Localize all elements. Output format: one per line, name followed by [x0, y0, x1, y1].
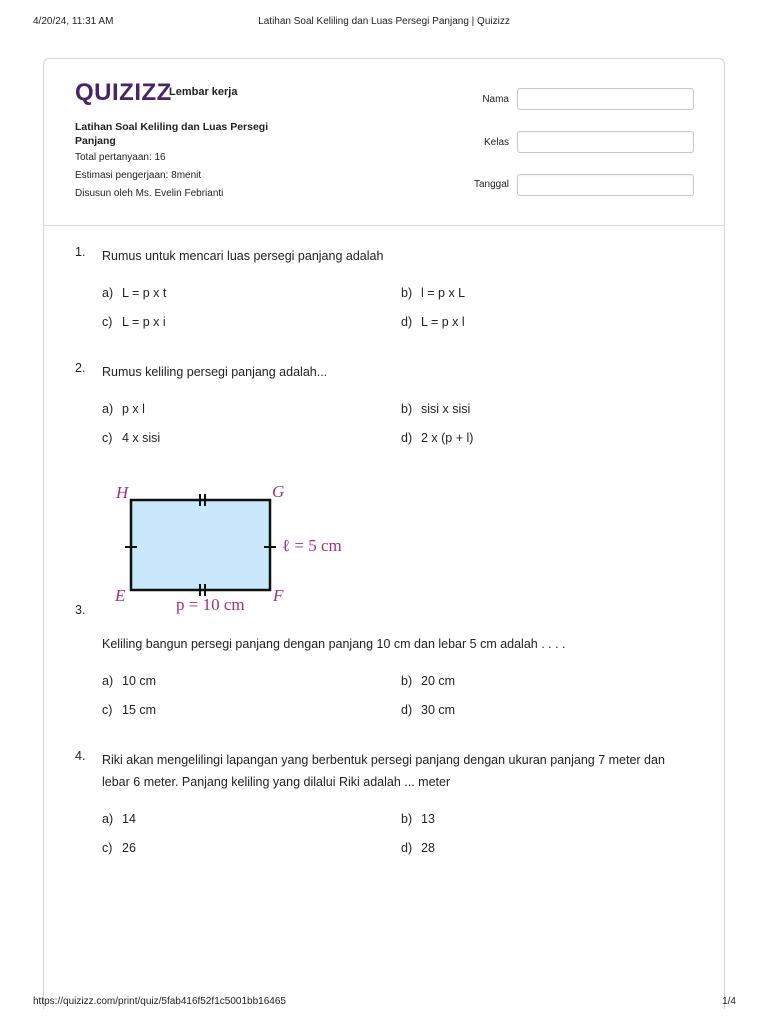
- option-3b: [401, 674, 455, 688]
- option-text: L = p x i: [122, 315, 166, 329]
- rectangle-figure: [110, 478, 360, 623]
- total-questions: Total pertanyaan: 16: [75, 152, 166, 163]
- print-url: https://quizizz.com/print/quiz/5fab416f52f1c5001bb16465: [33, 996, 286, 1007]
- option-text: 20 cm: [421, 674, 456, 688]
- quiz-title: Latihan Soal Keliling dan Luas Persegi Panjang: [75, 121, 269, 147]
- question-number: 3.: [75, 603, 86, 617]
- option-text: 14: [122, 812, 136, 826]
- option-2c: [102, 431, 160, 445]
- option-letter: d): [401, 431, 413, 445]
- date-field[interactable]: [517, 174, 694, 196]
- option-text: 26: [122, 841, 136, 855]
- time-estimate: Estimasi pengerjaan: 8menit: [75, 170, 202, 181]
- option-letter: d): [401, 703, 413, 717]
- option-3c: [102, 703, 156, 717]
- option-letter: d): [401, 315, 413, 329]
- width-label: ℓ = 5 cm: [282, 536, 342, 555]
- vertex-f: F: [273, 586, 284, 605]
- option-letter: a): [102, 674, 114, 688]
- question-text: Riki akan mengelilingi lapangan yang berbentuk persegi panjang dengan ukuran panjang 7 meter dan lebar 6 meter. Panjang keliling yang dilalui Riki adalah ... meter: [102, 753, 665, 789]
- option-letter: b): [401, 286, 413, 300]
- option-letter: c): [102, 315, 113, 329]
- option-1a: [102, 286, 166, 300]
- name-field[interactable]: [517, 88, 694, 110]
- option-letter: c): [102, 703, 113, 717]
- option-4c: [102, 841, 136, 855]
- vertex-g: G: [272, 482, 285, 501]
- question-number: 4.: [75, 749, 86, 763]
- option-4d: [401, 841, 435, 855]
- option-letter: b): [401, 674, 413, 688]
- option-4a: [102, 812, 136, 826]
- option-text: 10 cm: [122, 674, 157, 688]
- option-text: L = p x t: [122, 286, 167, 300]
- option-text: 30 cm: [421, 703, 456, 717]
- quizizz-logo: QUIZIZZ: [75, 79, 172, 106]
- option-letter: c): [102, 841, 113, 855]
- question-number: 1.: [75, 245, 86, 259]
- option-2b: [401, 402, 470, 416]
- option-letter: d): [401, 841, 413, 855]
- vertex-h: H: [116, 483, 129, 502]
- option-letter: c): [102, 431, 113, 445]
- name-label: Nama: [482, 94, 509, 105]
- option-1b: [401, 286, 465, 300]
- option-text: 28: [421, 841, 435, 855]
- worksheet-header: [44, 59, 724, 226]
- option-letter: a): [102, 286, 114, 300]
- question-number: 2.: [75, 361, 86, 375]
- option-4b: [401, 812, 435, 826]
- class-field[interactable]: [517, 131, 694, 153]
- vertex-e: E: [115, 586, 126, 605]
- question-text: Rumus untuk mencari luas persegi panjang adalah: [102, 249, 384, 263]
- question-text: Rumus keliling persegi panjang adalah...: [102, 365, 328, 379]
- date-label: Tanggal: [473, 179, 509, 190]
- option-1c: [102, 315, 166, 329]
- option-3a: [102, 674, 156, 688]
- page-number: 1/4: [722, 996, 736, 1007]
- option-2a: [102, 402, 145, 416]
- print-datetime: 4/20/24, 11:31 AM: [33, 16, 114, 27]
- question-text: Keliling bangun persegi panjang dengan panjang 10 cm dan lebar 5 cm adalah . . . .: [102, 637, 566, 651]
- rectangle-shape: [131, 500, 270, 590]
- worksheet-label: Lembar kerja: [169, 86, 238, 98]
- option-letter: a): [102, 812, 114, 826]
- option-text: p x l: [122, 402, 145, 416]
- length-label: p = 10 cm: [176, 595, 245, 614]
- option-letter: b): [401, 812, 413, 826]
- print-page-title: Latihan Soal Keliling dan Luas Persegi Panjang | Quizizz: [258, 16, 510, 27]
- option-text: 13: [421, 812, 435, 826]
- option-text: l = p x L: [421, 286, 466, 300]
- option-2d: [401, 431, 473, 445]
- option-text: 2 x (p + l): [421, 431, 474, 445]
- option-text: 15 cm: [122, 703, 157, 717]
- option-text: 4 x sisi: [122, 431, 161, 445]
- rectangle-diagram: [110, 478, 360, 618]
- option-text: sisi x sisi: [421, 402, 471, 416]
- option-3d: [401, 703, 455, 717]
- author: Disusun oleh Ms. Evelin Febrianti: [75, 188, 224, 199]
- class-label: Kelas: [483, 137, 509, 148]
- option-text: L = p x l: [421, 315, 465, 329]
- option-letter: a): [102, 402, 114, 416]
- option-1d: [401, 315, 465, 329]
- option-letter: b): [401, 402, 413, 416]
